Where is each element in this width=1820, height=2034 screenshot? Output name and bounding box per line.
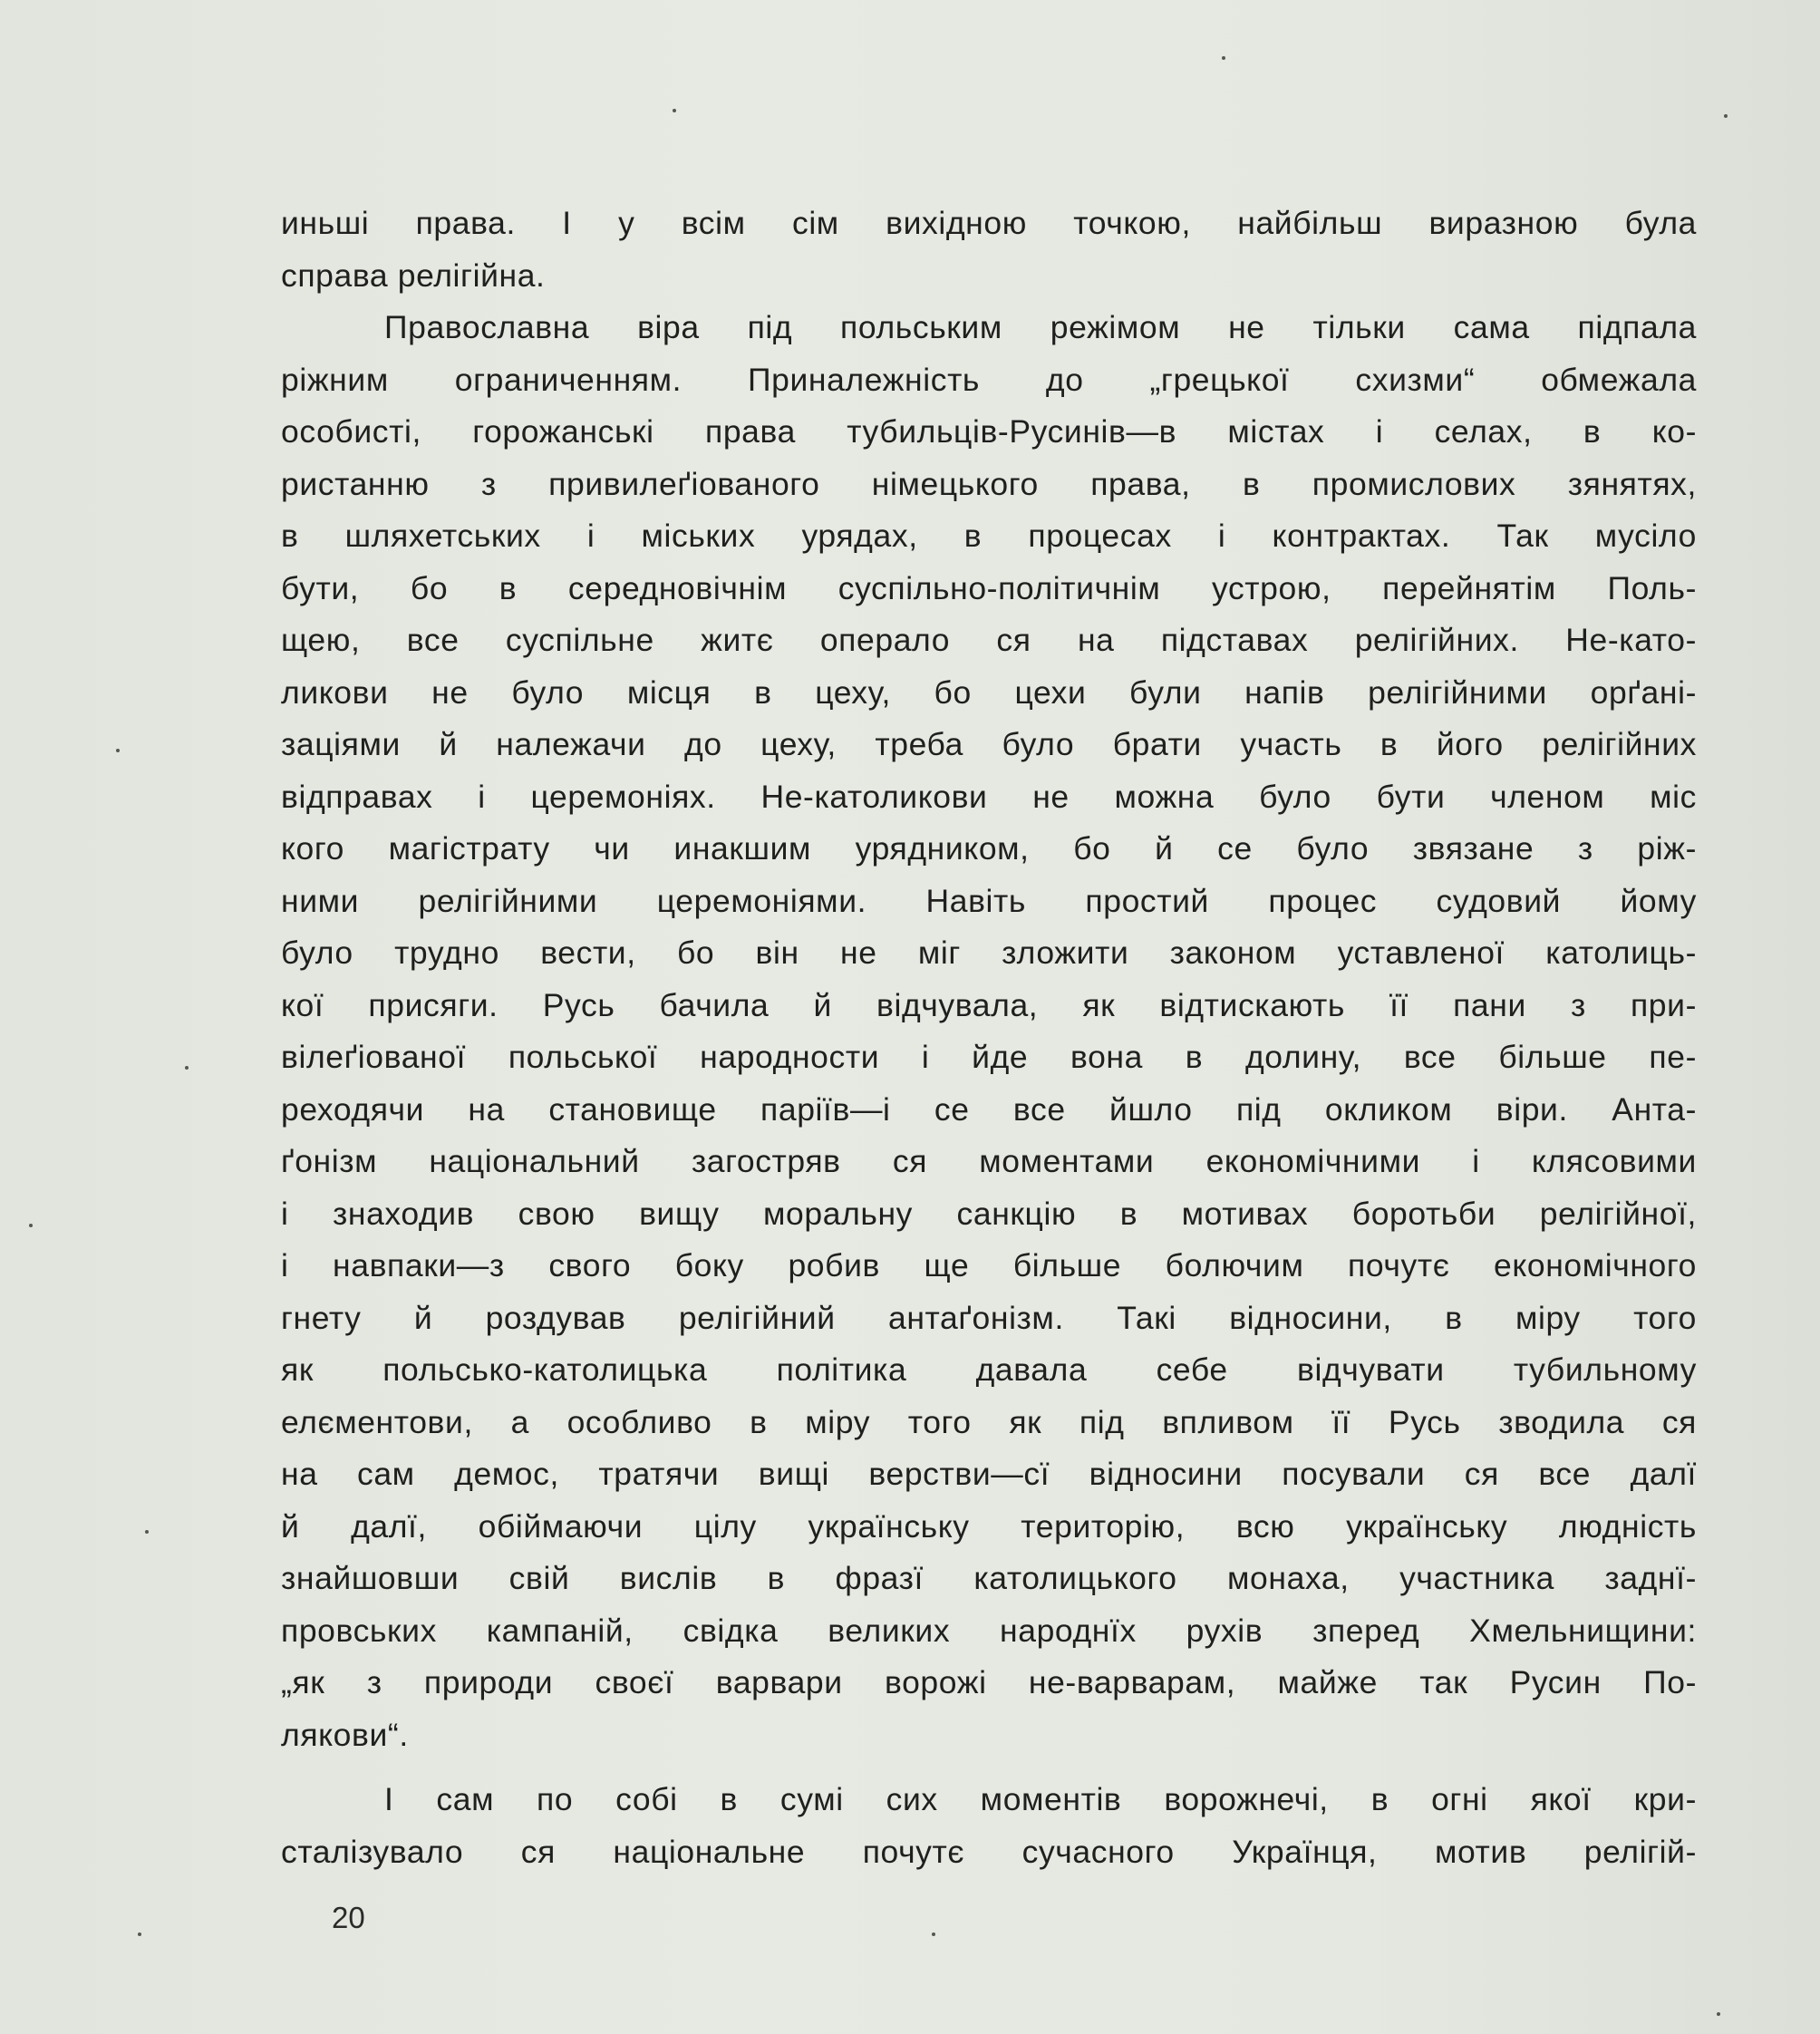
- scan-speck: [673, 109, 676, 112]
- text-line: гнету й роздував релігійний антаґонізм. Такі відносини, в міру того: [281, 1299, 1697, 1336]
- text-line: І сам по собі в сумі сих моментів ворожнечі, в огні якої кри-: [384, 1781, 1697, 1817]
- text-line: иньші права. І у всім сім вихідною точкою, найбільш виразною була: [281, 205, 1697, 241]
- text-line: лякови“.: [281, 1716, 409, 1753]
- text-line: заціями й належачи до цеху, треба було брати участь в його релігійних: [281, 726, 1697, 762]
- text-line: ними релігійними церемоніями. Навіть простий процес судовий йому: [281, 882, 1697, 919]
- text-line: сталізувало ся національне почутє сучасного Українця, мотив релігій-: [281, 1833, 1697, 1870]
- text-line: ріжним ограниченням. Приналежність до „грецької схизми“ обмежала: [281, 361, 1697, 398]
- text-line: ристанню з привилеґіованого німецького права, в промислових зянятях,: [281, 465, 1697, 502]
- scan-speck: [1724, 114, 1728, 118]
- text-line: бути, бо в середновічнім суспільно-політичнім устрою, перейнятім Поль-: [281, 569, 1697, 606]
- text-line: на сам демос, тратячи вищі верстви—сї відносини посували ся все далї: [281, 1456, 1697, 1492]
- text-line: провських кампаній, свідка великих народнїх рухів зперед Хмельнищини:: [281, 1612, 1697, 1649]
- text-line: як польсько-католицька політика давала себе відчувати тубильному: [281, 1351, 1697, 1388]
- scan-speck: [116, 749, 120, 752]
- text-line: кої присяги. Русь бачила й відчувала, як відтискають її пани з при-: [281, 986, 1697, 1023]
- body-text: [281, 198, 1697, 1878]
- page-number: 20: [332, 1901, 365, 1934]
- text-line: справа релігійна.: [281, 257, 546, 294]
- text-line: Православна віра під польським режімом не тільки сама підпала: [384, 309, 1697, 345]
- text-line: особисті, горожанські права тубильців-Русинів—в містах і селах, в ко-: [281, 413, 1697, 450]
- scan-speck: [1717, 2012, 1720, 2016]
- text-line: й далї, обіймаючи цілу українську територію, всю українську людність: [281, 1507, 1697, 1545]
- scan-speck: [145, 1530, 149, 1534]
- text-line: реходячи на становище паріїв—і се все йшло під окликом віри. Анта-: [281, 1090, 1697, 1128]
- text-line: кого магістрату чи инакшим урядником, бо й се було звязане з ріж-: [281, 830, 1697, 867]
- text-line: ликови не було місця в цеху, бо цехи були напів релігійними орґані-: [281, 673, 1697, 711]
- text-line: елєментови, а особливо в міру того як під впливом її Русь зводила ся: [281, 1403, 1697, 1440]
- text-line: „як з природи своєї варвари ворожі не-варварам, майже так Русин По-: [281, 1664, 1697, 1700]
- text-line: і знаходив свою вищу моральну санкцію в мотивах боротьби релігійної,: [281, 1195, 1697, 1232]
- text-line: вілеґіованої польської народности і йде вона в долину, все більше пе-: [281, 1039, 1697, 1075]
- scan-speck: [138, 1932, 141, 1936]
- text-line: знайшовши свій вислів в фразї католицького монаха, участника заднї-: [281, 1560, 1697, 1596]
- scan-speck: [1222, 56, 1225, 60]
- scan-speck: [185, 1066, 189, 1070]
- text-line: щею, все суспільне житє операло ся на підставах релігійних. Не-като-: [281, 622, 1697, 658]
- text-line: і навпаки—з свого боку робив ще більше болючим почутє економічного: [281, 1247, 1697, 1283]
- scan-speck: [932, 1932, 935, 1936]
- text-line: в шляхетських і міських урядах, в процесах і контрактах. Так мусіло: [281, 518, 1697, 554]
- text-line: було трудно вести, бо він не міг зложити законом уставленої католиць-: [281, 935, 1697, 971]
- text-line: ґонізм національний загостряв ся моментами економічними і клясовими: [281, 1143, 1697, 1179]
- text-line: відправах і церемоніях. Не-католикови не можна було бути членом міс: [281, 778, 1697, 815]
- scan-speck: [29, 1224, 33, 1227]
